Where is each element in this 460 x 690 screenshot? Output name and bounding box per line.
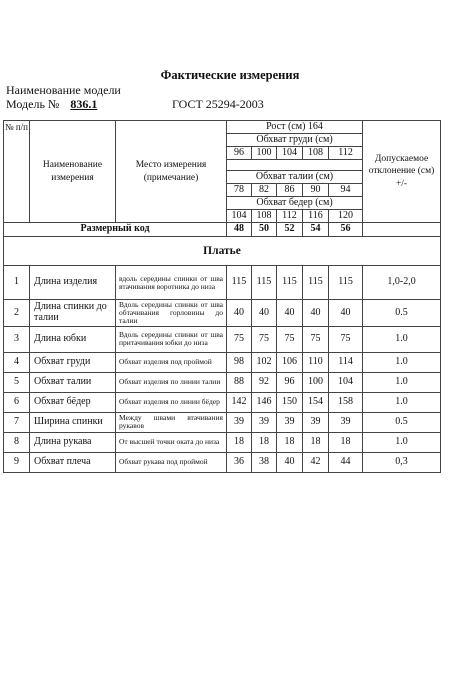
waist-value: 90 xyxy=(303,184,329,197)
row-number: 6 xyxy=(4,392,30,412)
header-hips: Обхват бедер (см) xyxy=(227,197,363,210)
tolerance-value: 0.5 xyxy=(363,412,441,432)
measurement-name: Ширина спинки xyxy=(30,412,116,432)
size-code: 50 xyxy=(252,223,277,237)
measurement-location: Обхват изделия по линии талии xyxy=(116,372,227,392)
measurement-value: 40 xyxy=(329,300,363,327)
hips-value: 112 xyxy=(277,210,303,223)
size-code-tolerance-blank xyxy=(363,223,441,237)
section-title: Платье xyxy=(4,237,441,266)
tolerance-value: 1,0-2,0 xyxy=(363,266,441,300)
measurement-value: 39 xyxy=(329,412,363,432)
measurement-value: 75 xyxy=(252,326,277,352)
row-number: 9 xyxy=(4,452,30,472)
chest-value: 100 xyxy=(252,147,277,160)
measurement-value: 75 xyxy=(303,326,329,352)
measurement-value: 110 xyxy=(303,352,329,372)
measurement-value: 40 xyxy=(252,300,277,327)
measurement-value: 39 xyxy=(252,412,277,432)
measurement-value: 98 xyxy=(227,352,252,372)
measurement-location: Между швами втачивания рукавов xyxy=(116,412,227,432)
measurement-location: Обхват изделия по линии бёдер xyxy=(116,392,227,412)
tolerance-value: 1.0 xyxy=(363,392,441,412)
waist-value: 82 xyxy=(252,184,277,197)
size-code: 54 xyxy=(303,223,329,237)
waist-value: 78 xyxy=(227,184,252,197)
row-number: 8 xyxy=(4,432,30,452)
measurement-value: 115 xyxy=(227,266,252,300)
measurement-value: 104 xyxy=(329,372,363,392)
header-waist: Обхват талии (см) xyxy=(227,171,363,184)
measurement-value: 18 xyxy=(329,432,363,452)
document-title: Фактические измерения xyxy=(160,68,300,82)
measurement-name: Длина изделия xyxy=(30,266,116,300)
model-number: 836.1 xyxy=(70,97,98,111)
measurement-value: 150 xyxy=(277,392,303,412)
measurement-value: 115 xyxy=(303,266,329,300)
measurement-location: Обхват изделия под проймой xyxy=(116,352,227,372)
hips-value: 116 xyxy=(303,210,329,223)
table-row xyxy=(4,372,441,392)
table-row xyxy=(4,352,441,372)
table-row xyxy=(4,392,441,412)
table-row xyxy=(4,300,441,327)
measurement-value: 115 xyxy=(329,266,363,300)
table-row xyxy=(4,412,441,432)
size-code: 48 xyxy=(227,223,252,237)
measurement-value: 146 xyxy=(252,392,277,412)
measurement-name: Длина спинки до талии xyxy=(30,300,116,327)
measurement-value: 158 xyxy=(329,392,363,412)
measurement-value: 44 xyxy=(329,452,363,472)
measurement-value: 114 xyxy=(329,352,363,372)
model-number-line xyxy=(6,97,97,112)
measurement-name: Длина юбки xyxy=(30,326,116,352)
size-code: 56 xyxy=(329,223,363,237)
measurement-value: 39 xyxy=(277,412,303,432)
table-row xyxy=(4,266,441,300)
measurement-location: Вдоль середины спинки от шва обтачивания горловины до талии xyxy=(116,300,227,327)
measurement-value: 40 xyxy=(303,300,329,327)
tolerance-value: 0.5 xyxy=(363,300,441,327)
measurement-value: 75 xyxy=(329,326,363,352)
header-chest: Обхват груди (см) xyxy=(227,134,363,147)
header-tolerance: Допускаемое отклонение (см) +/- xyxy=(363,121,441,223)
tolerance-value: 1.0 xyxy=(363,432,441,452)
row-number: 4 xyxy=(4,352,30,372)
header-measurement-location: Место измерения (примечание) xyxy=(116,121,227,223)
chest-value: 104 xyxy=(277,147,303,160)
header-number: № п/п xyxy=(4,121,30,223)
measurement-value: 18 xyxy=(227,432,252,452)
measurement-value: 18 xyxy=(303,432,329,452)
measurement-value: 39 xyxy=(227,412,252,432)
row-number: 1 xyxy=(4,266,30,300)
table-row xyxy=(4,432,441,452)
measurement-value: 75 xyxy=(277,326,303,352)
measurement-value: 88 xyxy=(227,372,252,392)
measurement-value: 96 xyxy=(277,372,303,392)
blank-cell xyxy=(227,160,363,171)
row-number: 5 xyxy=(4,372,30,392)
row-number: 3 xyxy=(4,326,30,352)
measurement-name: Обхват плеча xyxy=(30,452,116,472)
table-row xyxy=(4,452,441,472)
measurement-value: 40 xyxy=(227,300,252,327)
measurement-value: 42 xyxy=(303,452,329,472)
measurement-value: 38 xyxy=(252,452,277,472)
measurement-value: 142 xyxy=(227,392,252,412)
measurement-value: 18 xyxy=(252,432,277,452)
model-label: Модель № xyxy=(6,97,60,111)
measurement-name: Обхват груди xyxy=(30,352,116,372)
measurement-location: От высшей точки оката до низа xyxy=(116,432,227,452)
measurements-table xyxy=(3,120,441,473)
size-code: 52 xyxy=(277,223,303,237)
measurement-value: 100 xyxy=(303,372,329,392)
measurement-name: Обхват бёдер xyxy=(30,392,116,412)
hips-value: 120 xyxy=(329,210,363,223)
model-name-label: Наименование модели xyxy=(6,83,121,97)
measurement-value: 154 xyxy=(303,392,329,412)
chest-value: 112 xyxy=(329,147,363,160)
hips-value: 108 xyxy=(252,210,277,223)
measurement-location: Вдоль середины спинки от шва притачивания юбки до низа xyxy=(116,326,227,352)
measurement-value: 75 xyxy=(227,326,252,352)
table-row xyxy=(4,326,441,352)
measurement-value: 40 xyxy=(277,452,303,472)
header-measurement-name: Наименование измерения xyxy=(30,121,116,223)
waist-value: 86 xyxy=(277,184,303,197)
measurement-value: 115 xyxy=(252,266,277,300)
waist-value: 94 xyxy=(329,184,363,197)
measurement-value: 18 xyxy=(277,432,303,452)
chest-value: 108 xyxy=(303,147,329,160)
tolerance-value: 1.0 xyxy=(363,352,441,372)
measurement-name: Длина рукава xyxy=(30,432,116,452)
size-code-label: Размерный код xyxy=(4,223,227,237)
hips-value: 104 xyxy=(227,210,252,223)
measurement-value: 106 xyxy=(277,352,303,372)
tolerance-value: 0,3 xyxy=(363,452,441,472)
tolerance-value: 1.0 xyxy=(363,372,441,392)
tolerance-value: 1.0 xyxy=(363,326,441,352)
chest-value: 96 xyxy=(227,147,252,160)
measurement-value: 115 xyxy=(277,266,303,300)
measurement-value: 102 xyxy=(252,352,277,372)
measurement-value: 39 xyxy=(303,412,329,432)
measurement-name: Обхват талии xyxy=(30,372,116,392)
row-number: 2 xyxy=(4,300,30,327)
measurement-value: 92 xyxy=(252,372,277,392)
measurement-value: 36 xyxy=(227,452,252,472)
measurement-location: Обхват рукава под проймой xyxy=(116,452,227,472)
row-number: 7 xyxy=(4,412,30,432)
gost-standard: ГОСТ 25294-2003 xyxy=(172,97,264,111)
header-height: Рост (см) 164 xyxy=(227,121,363,134)
measurement-location: вдоль середины спинки от шва втачивания воротника до низа xyxy=(116,266,227,300)
measurement-value: 40 xyxy=(277,300,303,327)
